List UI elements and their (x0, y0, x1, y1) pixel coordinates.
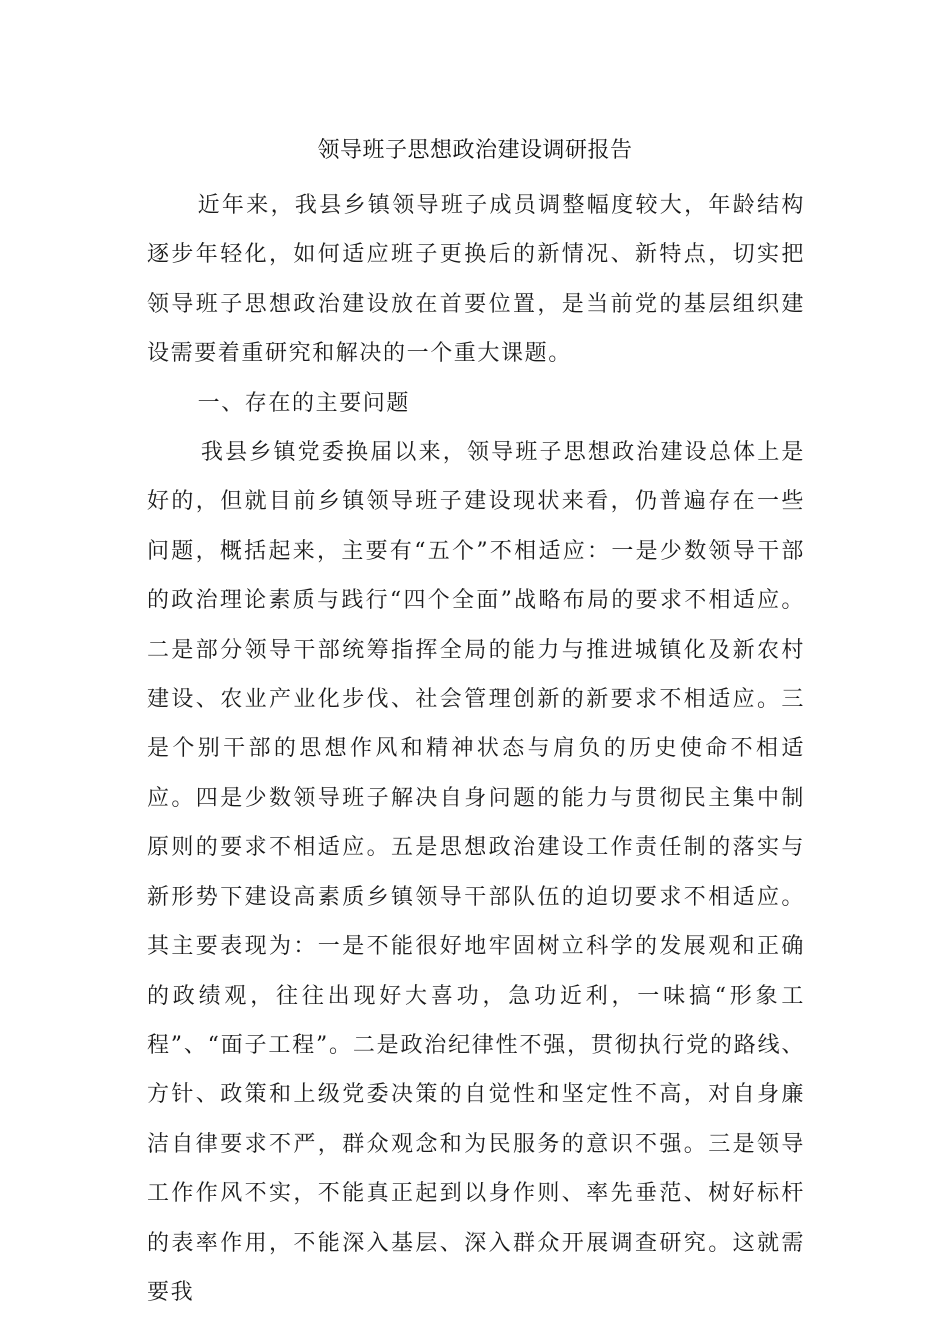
section-heading: 一、存在的主要问题 (197, 390, 410, 416)
document-body (147, 181, 805, 1317)
problems-paragraph: 我县乡镇党委换届以来，领导班子思想政治建设总体上是好的，但就目前乡镇领导班子建设现状来看，仍普遍存在一些问题，概括起来，主要有“五个”不相适应：一是少数领导干部的政治理论素质与践行“四个全面”战略布局的要求不相适应。二是部分领导干部统筹指挥全局的能力与推进城镇化及新农村建设、农业产业化步伐、社会管理创新的新要求不相适应。三是个别干部的思想作风和精神状态与肩负的历史使命不相适应。四是少数领导班子解决自身问题的能力与贯彻民主集中制原则的要求不相适应。五是思想政治建设工作责任制的落实与新形势下建设高素质乡镇领导干部队伍的迫切要求不相适应。其主要表现为：一是不能很好地牢固树立科学的发展观和正确的政绩观，往往出现好大喜功，急功近利，一味搞“形象工程”、“面子工程”。二是政治纪律性不强，贯彻执行党的路线、方针、政策和上级党委决策的自觉性和坚定性不高，对自身廉洁自律要求不严，群众观念和为民服务的意识不强。三是领导工作作风不实，不能真正起到以身作则、率先垂范、树好标杆的表率作用，不能深入基层、深入群众开展调查研究。这就需要我 (147, 440, 805, 1305)
document-title: 领导班子思想政治建设调研报告 (317, 138, 633, 163)
intro-paragraph: 近年来，我县乡镇领导班子成员调整幅度较大，年龄结构逐步年轻化，如何适应班子更换后的新情况、新特点，切实把领导班子思想政治建设放在首要位置，是当前党的基层组织建设需要着重研究和解决的一个重大课题。 (147, 193, 805, 367)
